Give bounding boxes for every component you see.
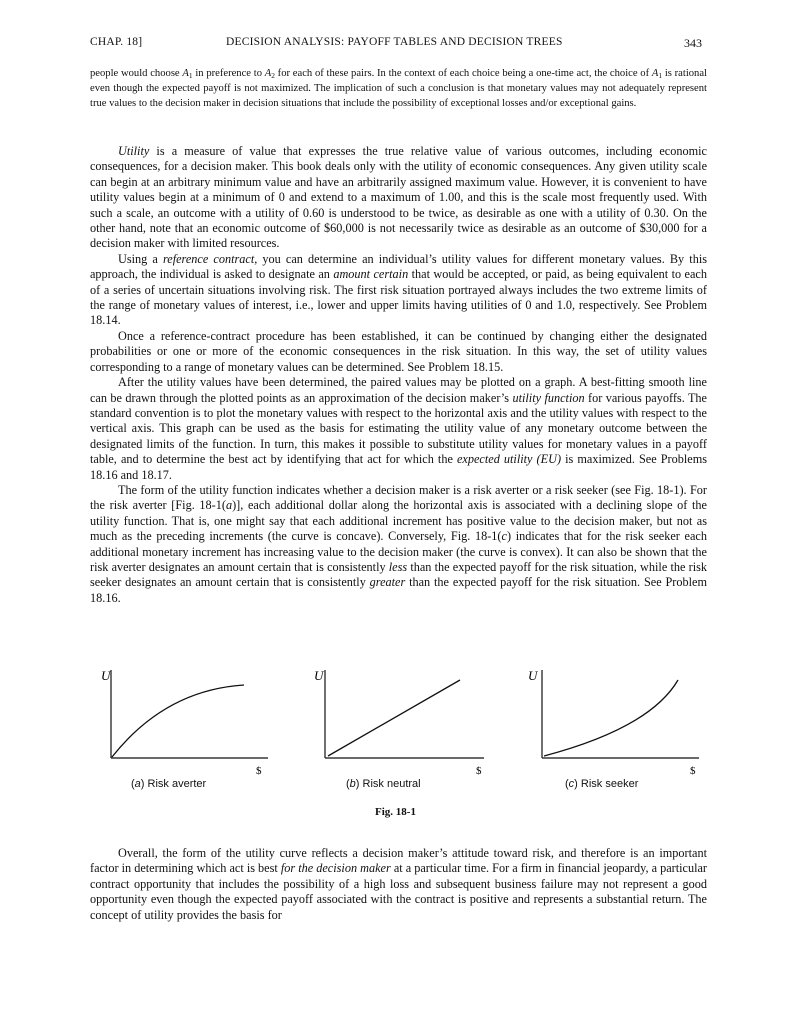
- panel-risk-neutral: [314, 668, 484, 777]
- chapter-label: CHAP. 18]: [90, 36, 143, 48]
- utility-curve-convex: [544, 680, 678, 756]
- panel-risk-averter: [101, 668, 268, 777]
- page-number: 343: [684, 36, 702, 50]
- x-axis-label: $: [256, 765, 262, 777]
- closing-text: [90, 846, 707, 923]
- paragraph-reference-contract: Using a reference contract, you can determine an individual’s utility values for different monetary values. By this approach, the individual is asked to designate an amount certain that would be accepted, or paid, as being equivalent to each of a series of uncertain situations involving risk. The first risk situation portrayed always includes the two extreme limits of the range of monetary values of interest, i.e., lower and upper limits having utilities of 0 and 1.0, respectively. See Problem 18.14.: [90, 251, 707, 328]
- paragraph-risk-attitude: The form of the utility function indicates whether a decision maker is a risk averter or a risk seeker (see Fig. 18-1). For the risk averter [Fig. 18-1(a)], each additional dollar along the horizontal axis is associated with a declining slope of the utility function. That is, one might say that each additional increment has positive value to the decision maker, but not as much as the preceding increments (the curve is concave). Conversely, Fig. 18-1(c) indicates that for the risk seeker each additional monetary increment has increasing value to the decision maker (the curve is convex). It can also be shown that the risk averter designates an amount certain that is consistently less than the expected payoff for the risk situation, while the risk seeker designates an amount certain that is consistently greater than the expected payoff for the risk situation. See Problem 18.16.: [90, 482, 707, 605]
- utility-line-linear: [328, 680, 460, 756]
- x-axis-label: $: [690, 765, 696, 777]
- running-header: [90, 36, 706, 56]
- intro-paragraph: people would choose $A_1$ in preference to $A_2$ for each of these pairs. In the context of each choice being a one-time act, the choice of $A_1$ is rational even though the expected payoff is not maximized. The implication of such a conclusion is that monetary values may not adequately represent true values to the decision maker in decision situations that include the possibility of exceptional losses and/or exceptional gains.: [90, 68, 707, 109]
- caption-a: (a) Risk averter: [131, 778, 207, 790]
- chapter-title: DECISION ANALYSIS: PAYOFF TABLES AND DECISION TREES: [226, 36, 563, 48]
- panel-risk-seeker: [528, 668, 699, 777]
- y-axis-label: U: [101, 668, 111, 683]
- x-axis-label: $: [476, 765, 482, 777]
- caption-c: (c) Risk seeker: [565, 778, 639, 790]
- body-text: [90, 144, 707, 606]
- paragraph-utility-definition: Utility is a measure of value that expresses the true relative value of various outcomes, including economic consequences, for a decision maker. This book deals only with the utility of economic consequences. Any given utility scale can begin at an arbitrary minimum value and have an arbitrarily assigned maximum value. However, it is convenient to have utility values begin at a minimum of 0 and extend to a maximum of 1.00, and this is the scale most frequently used. With such a scale, an outcome with a utility of 0.60 is understood to be twice, as desirable as one with a utility of 0.30. On the other hand, note that an economic outcome of $60,000 is not necessarily twice as desirable as an outcome of $30,000 for a decision maker with limited resources.: [90, 144, 707, 251]
- y-axis-label: U: [528, 668, 538, 683]
- paragraph-utility-function: After the utility values have been determined, the paired values may be plotted on a graph. A best-fitting smooth line can be drawn through the plotted points as an approximation of the decision maker’s utility function for various payoffs. The standard convention is to plot the monetary values with respect to the horizontal axis and the utility values with respect to the vertical axis. This graph can be used as the basis for estimating the utility value of any monetary outcome between the designated limits of the function. In turn, this makes it possible to substitute utility values for monetary values in a payoff table, and to determine the best act by identifying that act for which the expected utility (EU) is maximized. See Problems 18.16 and 18.17.: [90, 375, 708, 482]
- paragraph-overall: Overall, the form of the utility curve reflects a decision maker’s attitude toward risk, and therefore is an important factor in determining which act is best for the decision maker at a particular time. For a firm in financial jeopardy, a particular contract opportunity that includes the possibility of a high loss and subsequent business failure may not represent a good opportunity even though the expected payoff associated with the contract is positive and represents a substantial return. The concept of utility provides the basis for: [90, 846, 708, 922]
- figure-label: Fig. 18-1: [375, 806, 416, 818]
- y-axis-label: U: [314, 668, 324, 683]
- paragraph-reference-procedure: Once a reference-contract procedure has been established, it can be continued by changing either the designated probabilities or one or more of the economic consequences in the risk situation. In this way, the set of utility values corresponding to a range of monetary values can be determined. See Problem 18.15.: [90, 328, 707, 374]
- caption-b: (b) Risk neutral: [346, 778, 421, 790]
- utility-curve-concave: [112, 685, 244, 757]
